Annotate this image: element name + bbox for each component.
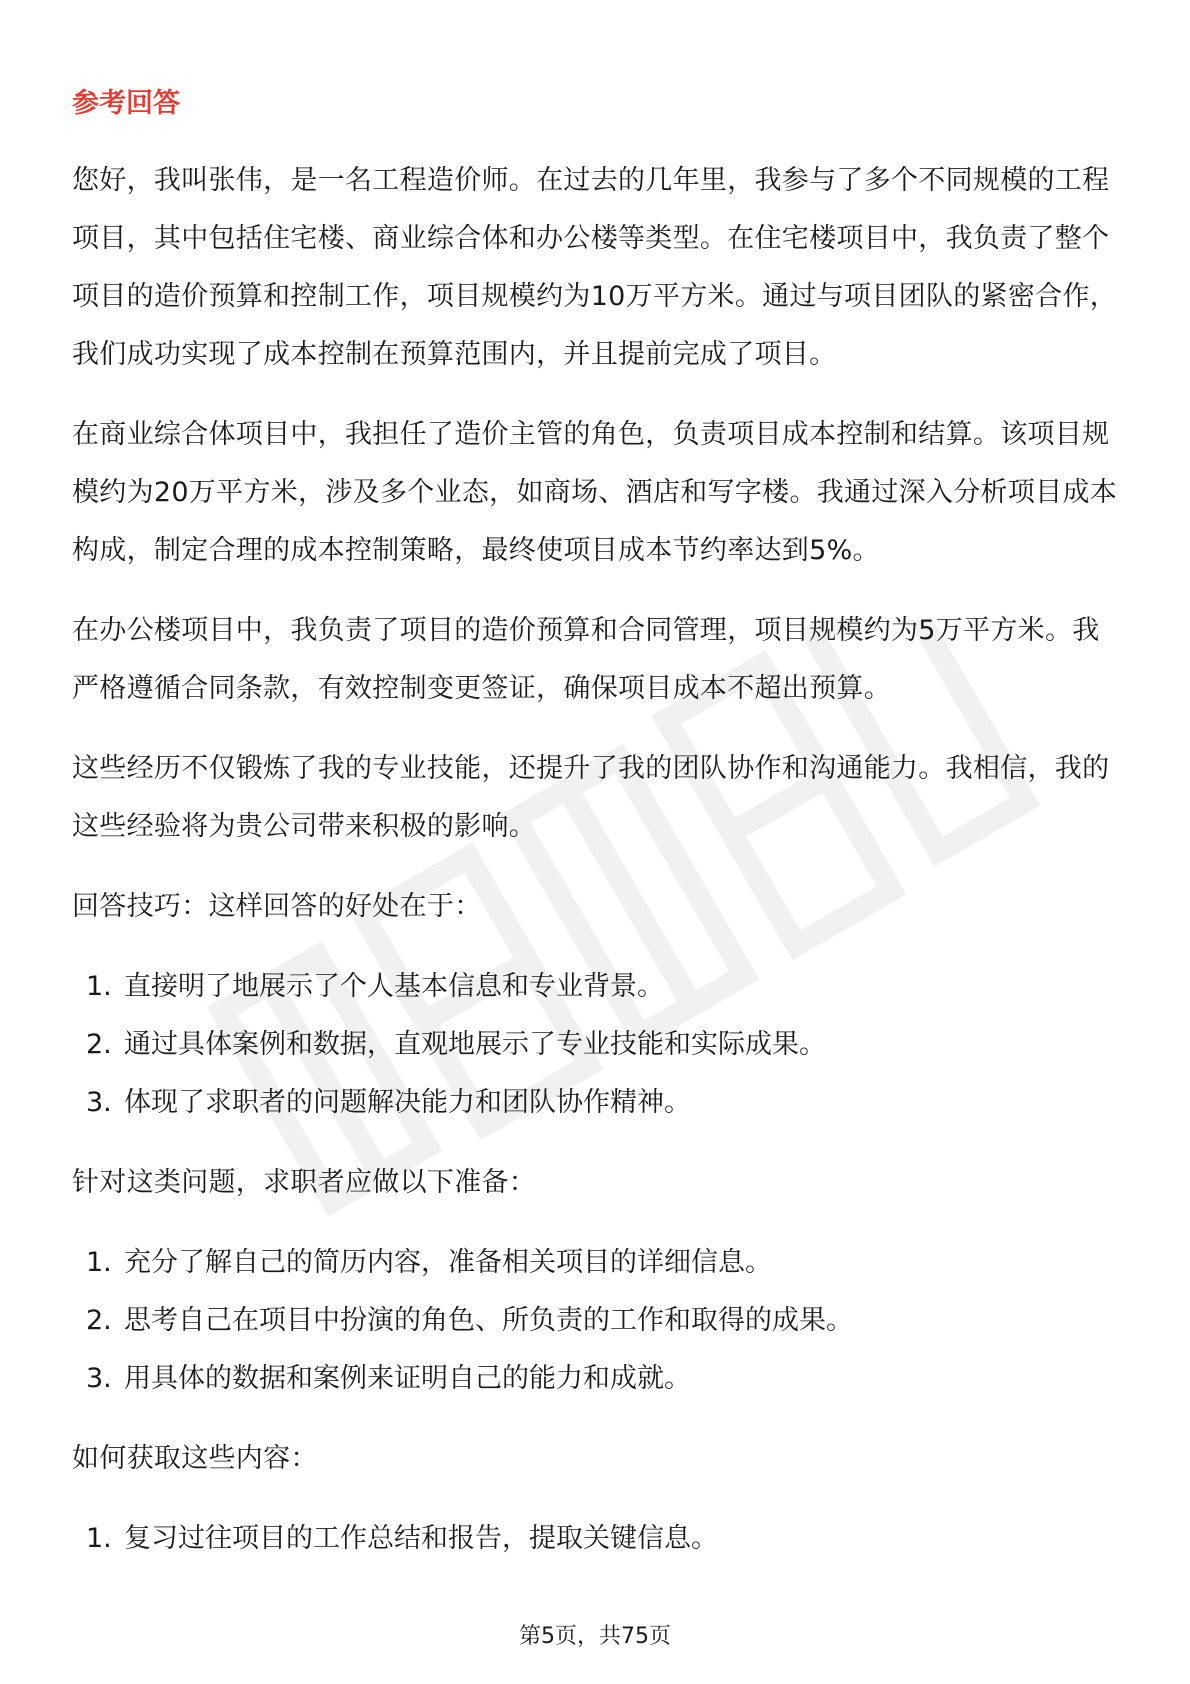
list-item [72,1074,1122,1132]
answer-paragraph-1: 您好，我叫张伟，是一名工程造价师。在过去的几年里，我参与了多个不同规模的工程项目，其中包括住宅楼、商业综合体和办公楼等类型。在住宅楼项目中，我负责了整个项目的造价预算和控制工作，项目规模约为10万平方米。通过与项目团队的紧密合作，我们成功实现了成本控制在预算范围内，并且提前完成了项目。 [72,165,1118,370]
section-title: 参考回答 [72,88,180,119]
obtain-heading: 如何获取这些内容： [72,1443,318,1474]
list-number: 2. [86,1029,112,1060]
list-number: 3. [86,1363,112,1394]
document-content [72,84,1122,1590]
prep-list [72,1234,1122,1408]
list-item [72,1510,1122,1568]
list-number: 3. [86,1087,112,1118]
list-item-text: 充分了解自己的简历内容，准备相关项目的详细信息。 [124,1247,772,1278]
list-item-text: 用具体的数据和案例来证明自己的能力和成就。 [124,1363,691,1394]
obtain-list [72,1510,1122,1568]
list-item [72,1350,1122,1408]
list-item [72,958,1122,1016]
answer-paragraph-2: 在商业综合体项目中，我担任了造价主管的角色，负责项目成本控制和结算。该项目规模约为20万平方米，涉及多个业态，如商场、酒店和写字楼。我通过深入分析项目成本构成，制定合理的成本控制策略，最终使项目成本节约率达到5%。 [72,419,1118,566]
list-number: 1. [86,1523,112,1554]
prep-heading: 针对这类问题，求职者应做以下准备： [72,1167,537,1198]
answer-paragraph-3: 在办公楼项目中，我负责了项目的造价预算和合同管理，项目规模约为5万平方米。我严格遵循合同条款，有效控制变更签证，确保项目成本不超出预算。 [72,615,1100,704]
list-item [72,1292,1122,1350]
list-item-text: 通过具体案例和数据，直观地展示了专业技能和实际成果。 [124,1029,826,1060]
page-footer: 第5页，共75页 [519,1624,671,1649]
list-item-text: 思考自己在项目中扮演的角色、所负责的工作和取得的成果。 [124,1305,853,1336]
list-number: 1. [86,971,112,1002]
list-item [72,1016,1122,1074]
list-item [72,1234,1122,1292]
tips-heading: 回答技巧：这样回答的好处在于： [72,891,482,922]
list-item-text: 复习过往项目的工作总结和报告，提取关键信息。 [124,1523,718,1554]
tips-list [72,958,1122,1132]
answer-paragraph-4: 这些经历不仅锻炼了我的专业技能，还提升了我的团队协作和沟通能力。我相信，我的这些经验将为贵公司带来积极的影响。 [72,753,1110,842]
list-item-text: 体现了求职者的问题解决能力和团队协作精神。 [124,1087,691,1118]
list-number: 2. [86,1305,112,1336]
list-item-text: 直接明了地展示了个人基本信息和专业背景。 [124,971,664,1002]
list-number: 1. [86,1247,112,1278]
